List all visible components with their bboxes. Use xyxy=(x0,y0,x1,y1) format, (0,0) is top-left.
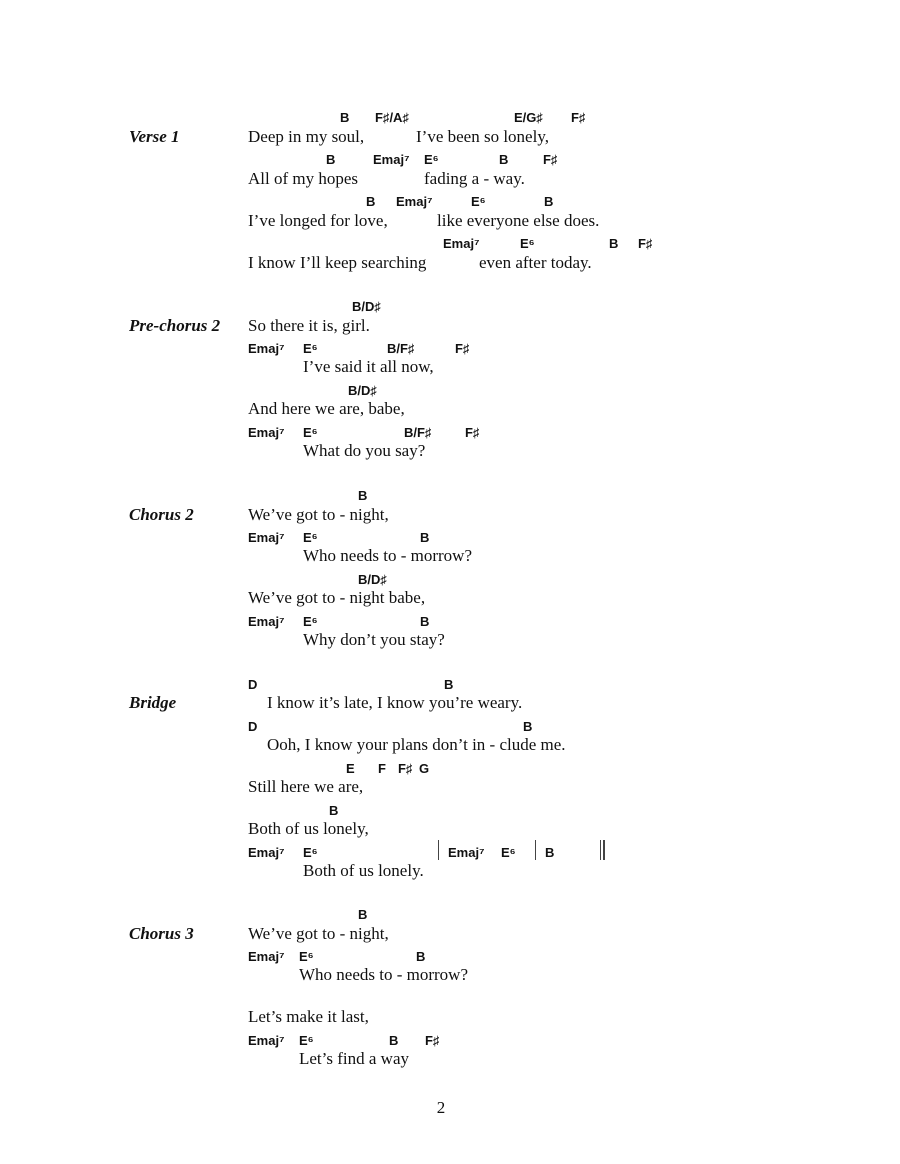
lyric-line: All of my hopes xyxy=(248,169,359,188)
bar-line xyxy=(535,840,536,860)
chord: B xyxy=(499,152,509,167)
chord: F♯ xyxy=(455,341,470,356)
chord: B xyxy=(389,1033,399,1048)
lyric-line: I know it’s late, I know you’re weary. xyxy=(267,693,523,712)
lyric-line: Who needs to - morrow? xyxy=(303,546,473,565)
chord: B xyxy=(444,677,454,692)
chord: Emaj⁷ xyxy=(396,194,433,209)
chord: E⁶ xyxy=(520,236,535,251)
chord: B xyxy=(609,236,619,251)
chord: E⁶ xyxy=(299,1033,314,1048)
chord: F♯ xyxy=(425,1033,440,1048)
chord: F♯ xyxy=(543,152,558,167)
section-label-bridge: Bridge xyxy=(129,693,177,712)
chord: B xyxy=(366,194,376,209)
chord: F♯/A♯ xyxy=(375,110,409,125)
chord: Emaj⁷ xyxy=(443,236,480,251)
lyric-line: Let’s make it last, xyxy=(248,1007,369,1026)
chord: Emaj⁷ xyxy=(373,152,410,167)
chord: B xyxy=(358,488,368,503)
chord: F♯ xyxy=(465,425,480,440)
chord: B xyxy=(420,614,430,629)
chord: B/F♯ xyxy=(404,425,432,440)
lyric-line: We’ve got to - night, xyxy=(248,505,389,524)
chord: D xyxy=(248,719,258,734)
chord: E⁶ xyxy=(299,949,314,964)
chord: B xyxy=(545,845,555,860)
lyric-line: I’ve said it all now, xyxy=(303,357,434,376)
chord: B xyxy=(523,719,533,734)
chord: D xyxy=(248,677,258,692)
lyric-line: Still here we are, xyxy=(248,777,364,796)
chord: B/D♯ xyxy=(358,572,387,587)
section-label-verse-1: Verse 1 xyxy=(129,127,180,146)
chord: F♯ xyxy=(398,761,413,776)
lyric-line: Deep in my soul, xyxy=(248,127,365,146)
chord: Emaj⁷ xyxy=(248,1033,285,1048)
lyric-line: Both of us lonely, xyxy=(248,819,369,838)
section-label-chorus-2: Chorus 2 xyxy=(129,505,194,524)
chord: Emaj⁷ xyxy=(448,845,485,860)
chord: B xyxy=(544,194,554,209)
chord: E⁶ xyxy=(471,194,486,209)
page-number: 2 xyxy=(436,1098,446,1117)
bar-line xyxy=(438,840,439,860)
section-label-pre-chorus-2: Pre-chorus 2 xyxy=(129,316,221,335)
lyric-line: Both of us lonely. xyxy=(303,861,424,880)
chord: Emaj⁷ xyxy=(248,530,285,545)
lyric-line: like everyone else does. xyxy=(437,211,600,230)
chord: B/D♯ xyxy=(348,383,377,398)
chord: E⁶ xyxy=(501,845,516,860)
lyric-line: And here we are, babe, xyxy=(248,399,405,418)
chord: B xyxy=(329,803,339,818)
chord: Emaj⁷ xyxy=(248,845,285,860)
lyric-line: Who needs to - morrow? xyxy=(299,965,469,984)
chord: E/G♯ xyxy=(514,110,543,125)
lyric-line: What do you say? xyxy=(303,441,426,460)
chord: E⁶ xyxy=(303,614,318,629)
chord: E⁶ xyxy=(303,425,318,440)
chord: E⁶ xyxy=(303,845,318,860)
lyric-line: So there it is, girl. xyxy=(248,316,370,335)
chord: B/D♯ xyxy=(352,299,381,314)
lyric-line: I’ve longed for love, xyxy=(248,211,388,230)
chord: B xyxy=(358,907,368,922)
chord: E⁶ xyxy=(303,530,318,545)
chord: B/F♯ xyxy=(387,341,415,356)
chord: B xyxy=(420,530,430,545)
chord: F xyxy=(378,761,386,776)
lyric-line: We’ve got to - night babe, xyxy=(248,588,426,607)
chord: E xyxy=(346,761,355,776)
final-bar-line xyxy=(603,840,605,860)
chord: B xyxy=(326,152,336,167)
lyric-line: I know I’ll keep searching xyxy=(248,253,427,272)
chord: Emaj⁷ xyxy=(248,614,285,629)
lyric-line: Why don’t you stay? xyxy=(303,630,445,649)
chord: F♯ xyxy=(571,110,586,125)
section-label-chorus-3: Chorus 3 xyxy=(129,924,194,943)
lyric-line: We’ve got to - night, xyxy=(248,924,389,943)
chord: Emaj⁷ xyxy=(248,949,285,964)
lyric-line: fading a - way. xyxy=(424,169,525,188)
chord: Emaj⁷ xyxy=(248,425,285,440)
chord: G xyxy=(419,761,430,776)
chord: B xyxy=(340,110,350,125)
lyric-line: Let’s find a way xyxy=(299,1049,409,1068)
lyric-line: even after today. xyxy=(479,253,592,272)
lyric-line: I’ve been so lonely, xyxy=(416,127,549,146)
chord: B xyxy=(416,949,426,964)
chord: Emaj⁷ xyxy=(248,341,285,356)
chord: E⁶ xyxy=(424,152,439,167)
bar-line xyxy=(600,840,601,860)
lyric-line: Ooh, I know your plans don’t in - clude me. xyxy=(267,735,566,754)
chord: F♯ xyxy=(638,236,653,251)
chord: E⁶ xyxy=(303,341,318,356)
